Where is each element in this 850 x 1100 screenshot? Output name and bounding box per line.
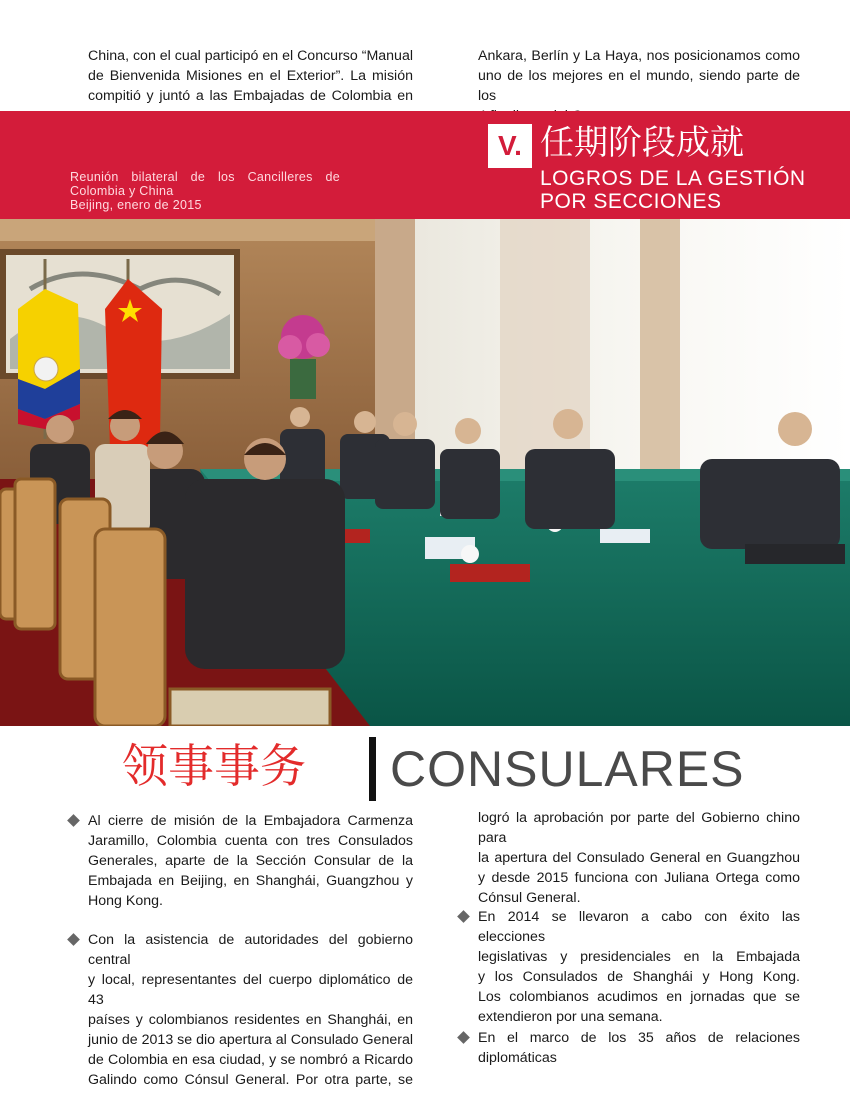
bullet-diamond-icon	[457, 1031, 470, 1044]
section-title-line: POR SECCIONES	[540, 190, 722, 213]
text-line: En 2014 se llevaron a cabo con éxito las elecciones	[478, 909, 800, 945]
bullet-paragraph	[478, 907, 800, 1027]
text-line: extendieron por una semana.	[478, 1009, 663, 1025]
heading-divider	[369, 737, 376, 801]
photo-caption	[70, 170, 340, 212]
text-line: de Bienvenida Misiones en el Exterior”. La misión	[88, 68, 413, 84]
section-number: V.	[488, 124, 532, 168]
text-line: Hong Kong.	[88, 893, 163, 909]
meeting-photo	[0, 219, 850, 726]
text-line: China, con el cual participó en el Concurso “Manual	[88, 48, 413, 64]
text-line: uno de los mejores en el mundo, siendo parte de los	[478, 68, 800, 104]
caption-line: Beijing, enero de 2015	[70, 198, 202, 212]
top-left-paragraph	[88, 46, 413, 106]
text-line: Jaramillo, Colombia cuenta con tres Consulados	[88, 833, 413, 849]
section-title-chinese: 任期阶段成就	[540, 123, 744, 163]
bullet-paragraph	[88, 811, 413, 911]
continued-paragraph	[478, 808, 800, 908]
bullet-paragraph	[478, 1028, 800, 1068]
bullet-diamond-icon	[457, 910, 470, 923]
text-line: de Colombia en esa ciudad, y se nombró a Ricardo	[88, 1052, 413, 1068]
section-title-spanish	[540, 167, 806, 213]
caption-line: Reunión bilateral de los Cancilleres de	[70, 170, 340, 184]
text-line: Cónsul General.	[478, 890, 581, 906]
text-line: Galindo como Cónsul General. Por otra parte, se	[88, 1072, 413, 1088]
text-line: países y colombianos residentes en Shanghái, en	[88, 1012, 413, 1028]
text-line: junio de 2013 se dio apertura al Consulado General	[88, 1032, 413, 1048]
text-line: la apertura del Consulado General en Guangzhou	[478, 850, 800, 866]
text-line: Los colombianos acudimos en jornadas que se	[478, 989, 800, 1005]
text-line: compitió y juntó a las Embajadas de Colombia en	[88, 88, 413, 104]
consular-heading-chinese: 领事事务	[122, 739, 306, 793]
text-line: y los Consulados de Shanghái y Hong Kong.	[478, 969, 800, 985]
consular-heading-spanish: CONSULARES	[390, 741, 745, 797]
text-line: y local, representantes del cuerpo diplomático de 43	[88, 972, 413, 1008]
bullet-paragraph	[88, 930, 413, 1090]
section-title-line: LOGROS DE LA GESTIÓN	[540, 167, 806, 190]
text-line: Al cierre de misión de la Embajadora Carmenza	[88, 813, 413, 829]
bullet-diamond-icon	[67, 933, 80, 946]
text-line: legislativas y presidenciales en la Embajada	[478, 949, 800, 965]
bullet-diamond-icon	[67, 814, 80, 827]
text-line: Ankara, Berlín y La Haya, nos posicionamos como	[478, 48, 800, 64]
text-line: Con la asistencia de autoridades del gobierno central	[88, 932, 413, 968]
text-line: Embajada en Beijing, en Shanghái, Guangzhou y	[88, 873, 413, 889]
caption-line: Colombia y China	[70, 184, 174, 198]
text-line: y desde 2015 funciona con Juliana Ortega como	[478, 870, 800, 886]
text-line: Generales, aparte de la Sección Consular de la	[88, 853, 413, 869]
text-line: logró la aprobación por parte del Gobierno chino para	[478, 810, 800, 846]
text-line: En el marco de los 35 años de relaciones diplomáticas	[478, 1030, 800, 1066]
